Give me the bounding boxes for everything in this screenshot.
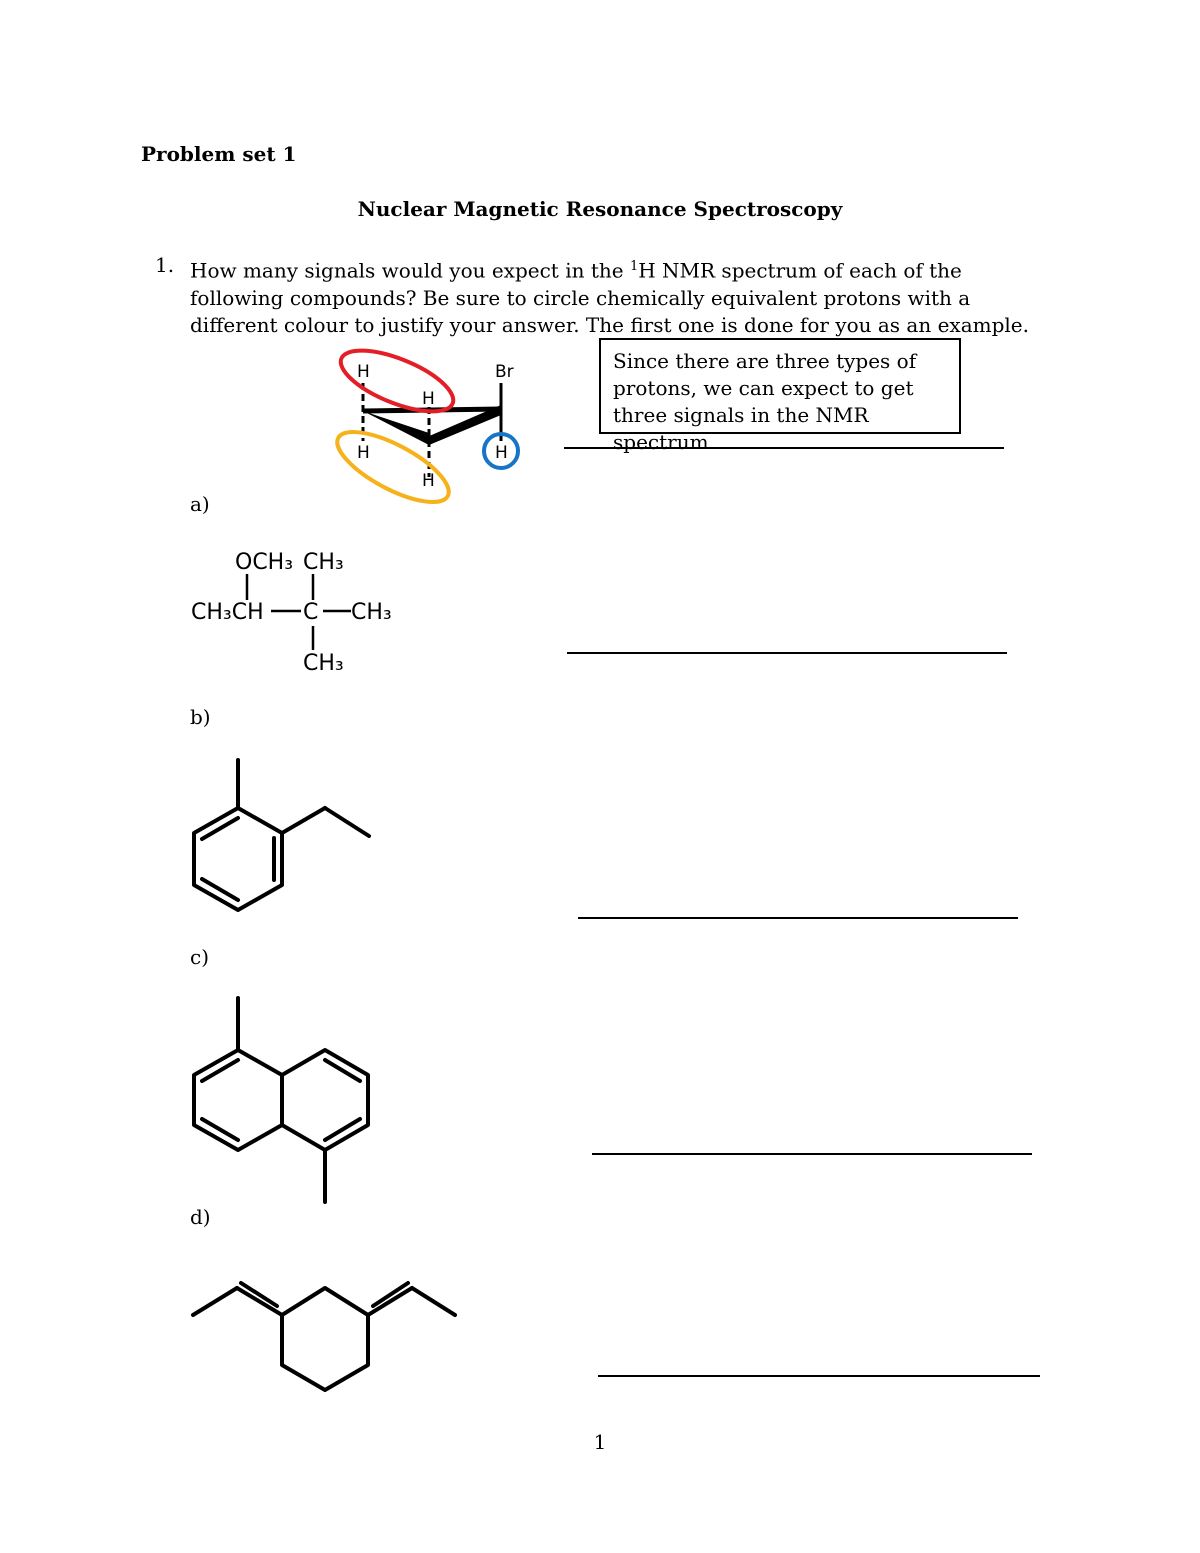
cyclohexane-ring: [282, 1288, 368, 1390]
naphthalene-right-ring: [282, 1050, 368, 1150]
part-label-d: d): [190, 1205, 211, 1229]
ch3-group: CH₃: [351, 600, 392, 625]
atom-h: H: [357, 362, 370, 382]
wedge-bond: [363, 411, 429, 445]
double-bond: [202, 879, 238, 900]
double-bond: [202, 1119, 238, 1140]
compound-a-structure: [185, 540, 415, 680]
question-superscript: 1: [629, 259, 639, 274]
question-number: 1.: [155, 253, 175, 277]
example-molecule: [325, 345, 535, 505]
question-text: [190, 253, 1030, 339]
ch3ch-group: CH₃CH: [191, 600, 264, 625]
answer-line-a: [567, 652, 1007, 654]
ethylidene-bond: [412, 1288, 455, 1315]
ethyl-bond: [282, 808, 325, 833]
part-label-c: c): [190, 945, 210, 969]
double-bond: [325, 1119, 360, 1140]
answer-line-example: [564, 447, 1004, 449]
double-bond: [368, 1288, 412, 1315]
document-title: Problem set 1: [141, 142, 297, 166]
double-bond: [237, 1288, 282, 1315]
atom-h: H: [495, 443, 508, 463]
answer-line-c: [592, 1153, 1032, 1155]
question-text-part-1: How many signals would you expect in the: [190, 258, 630, 283]
ethylidene-bond: [193, 1288, 237, 1315]
atom-br: Br: [495, 362, 514, 382]
question-text-part-2: H NMR spectrum of each of the following compounds? Be sure to circle chemically equivalent protons with a different colour to justify your answer. The first one is done for you as an example.: [190, 258, 1029, 337]
part-label-b: b): [190, 705, 211, 729]
ch3-group: CH₃: [303, 651, 344, 676]
atom-h: H: [422, 389, 435, 409]
atom-h: H: [357, 443, 370, 463]
compound-c-structure: [185, 995, 385, 1210]
och3-group: OCH₃: [235, 550, 294, 575]
part-label-a: a): [190, 492, 210, 516]
atom-h: H: [422, 471, 435, 491]
example-answer-box: Since there are three types of protons, we can expect to get three signals in the NMR spectrum: [599, 338, 961, 434]
document-subtitle: Nuclear Magnetic Resonance Spectroscopy: [357, 197, 843, 221]
compound-d-structure: [185, 1280, 465, 1400]
central-carbon: C: [303, 600, 319, 625]
ethyl-bond: [325, 808, 369, 836]
compound-b-structure: [185, 755, 385, 920]
double-bond: [325, 1060, 360, 1081]
yellow-equivalence-circle: [328, 418, 458, 505]
ch3-group: CH₃: [303, 550, 344, 575]
answer-line-b: [578, 917, 1018, 919]
page-number: 1: [593, 1430, 607, 1454]
naphthalene-left-ring: [194, 1050, 282, 1150]
answer-line-d: [598, 1375, 1040, 1377]
benzene-ring: [194, 808, 282, 910]
double-bond: [202, 1060, 238, 1081]
double-bond: [202, 818, 238, 839]
